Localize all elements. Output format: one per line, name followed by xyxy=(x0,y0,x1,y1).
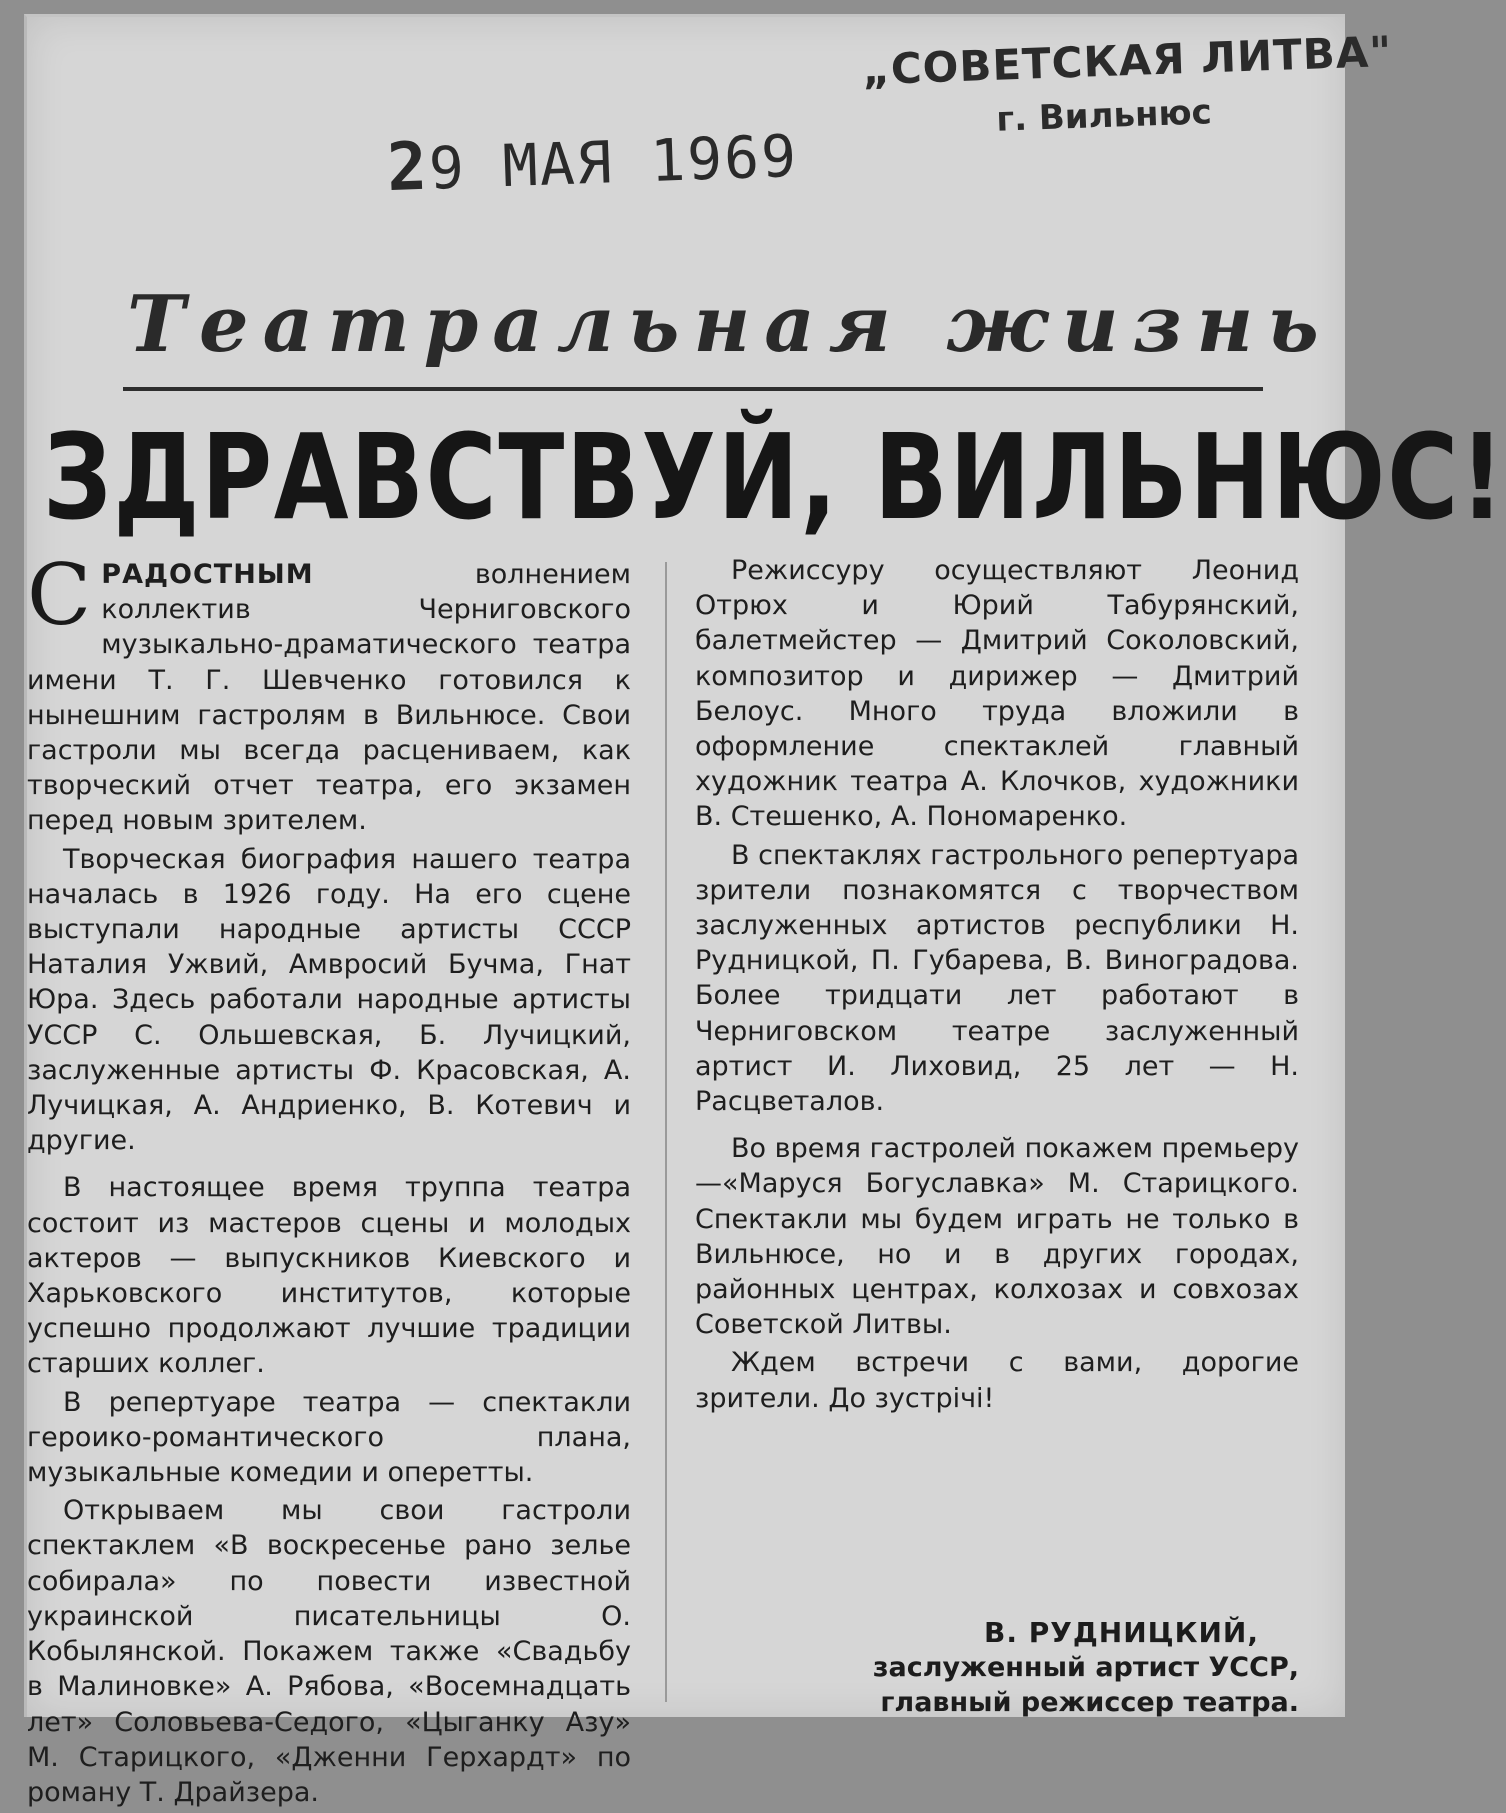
date-stamp-day-first-digit: 2 xyxy=(385,127,431,207)
date-stamp xyxy=(386,115,799,206)
article-paragraph: В настоящее время труппа театра состоит из мастеров сцены и молодых актеров — выпускников Киевского и Харьковского институтов, которые успешно продолжают лучшие традиции старших коллег. xyxy=(27,1172,631,1380)
article-paragraph: Ждем встречи с вами, дорогие зрители. До зустрічі! xyxy=(695,1347,1299,1414)
newspaper-name: „СОВЕТСКАЯ ЛИТВА" xyxy=(861,26,1393,95)
section-rubric: Театральная жизнь xyxy=(127,279,1333,370)
newspaper-city: г. Вильнюс xyxy=(995,92,1213,140)
article-paragraph: Открываем мы свои гастроли спектаклем «В воскресенье рано зелье собирала» по повести известной украинской писательницы О. Кобылянской. Покажем также «Свадьбу в Малиновке» А. Рябова, «Восемнадцать лет» Соловьева-Седого, «Цыганку Азу» М. Старицкого, «Дженни Герхардт» по роману Т. Драйзера. xyxy=(27,1495,631,1808)
article-paragraph: Во время гастролей покажем премьеру—«Маруся Богуславка» М. Старицкого. Спектакли мы будем играть не только в Вильнюсе, но и в других городах, районных центрах, колхозах и совхозах Советской Литвы. xyxy=(695,1133,1299,1341)
article-paragraph xyxy=(27,546,631,839)
rubric-underline xyxy=(123,387,1263,391)
signature-title-line-1: заслуженный артист УССР, xyxy=(872,1652,1299,1683)
newspaper-clipping xyxy=(24,14,1506,1808)
signature-title-line-2: главный режиссер театра. xyxy=(880,1687,1299,1718)
article-paragraph: Творческая биография нашего театра началась в 1926 году. На его сцене выступали народные артисты СССР Наталия Ужвий, Амвросий Бучма, Гнат Юра. Здесь работали народные артисты УССР С. Ольшевская, Б. Лучицкий, заслуженные артисты Ф. Красовская, А. Лучицкая, А. Андриенко, В. Котевич и другие. xyxy=(27,843,631,1157)
signature-author: В. РУДНИЦКИЙ, xyxy=(983,1616,1259,1649)
lead-caps: РАДОСТНЫМ xyxy=(101,559,314,590)
article-column-right xyxy=(695,553,1299,1419)
column-divider xyxy=(665,562,667,1702)
paragraph-text: волнением коллектив Черниговского музыкально-драматического театра имени Т. Г. Шевченко готовился к нынешним гастролям в Вильнюсе. Свои гастроли мы всегда расцениваем, как творческий отчет театра, его экзамен перед новым зрителем. xyxy=(27,559,631,837)
article-paragraph: Режиссуру осуществляют Леонид Отрюх и Юрий Табурянский, балетмейстер — Дмитрий Соколовский, композитор и дирижер — Дмитрий Белоус. Много труда вложили в оформление спектаклей главный художник театра А. Клочков, художники В. Стешенко, А. Пономаренко. xyxy=(695,555,1299,833)
article-paragraph: В репертуаре театра — спектакли героико-романтического плана, музыкальные комедии и оперетты. xyxy=(27,1386,631,1489)
newspaper-source-stamp xyxy=(861,26,1393,145)
drop-cap: С xyxy=(27,546,92,644)
article-column-left xyxy=(27,546,631,1813)
article-headline: ЗДРАВСТВУЙ, ВИЛЬНЮС! xyxy=(43,408,1506,546)
article-paragraph: В спектаклях гастрольного репертуара зрители познакомятся с творчеством заслуженных артистов республики Н. Рудницкой, П. Губарева, В. Виноградова. Более тридцати лет работают в Черниговском театре заслуженный артист И. Лиховид, 25 лет — Н. Расцветалов. xyxy=(695,839,1299,1118)
article-signature xyxy=(695,1615,1299,1720)
date-stamp-rest: 9 МАЯ 1969 xyxy=(427,121,800,203)
